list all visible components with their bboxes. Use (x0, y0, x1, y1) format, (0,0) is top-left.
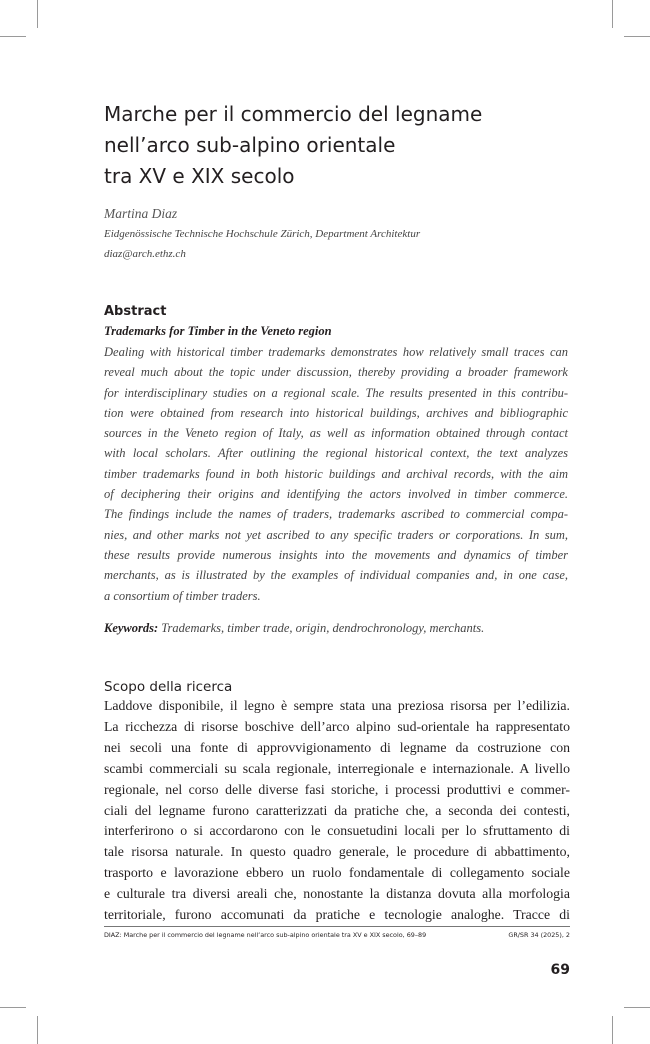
crop-mark-bottom-right-h (624, 1007, 650, 1008)
keywords-text: Trademarks, timber trade, origin, dendrochronology, merchants. (161, 621, 485, 635)
article-title (104, 99, 574, 192)
footer-divider (104, 926, 570, 927)
crop-mark-top-right-h (624, 36, 650, 37)
crop-mark-bottom-left-h (0, 1007, 26, 1008)
abstract-line: these results provide numerous insights into the movements and dynamics of timber (104, 547, 568, 562)
abstract-line: for interdisciplinary studies on a regional scale. The results presented in this contribu- (104, 385, 568, 400)
keywords-label: Keywords: (104, 621, 159, 635)
page-number: 69 (550, 962, 570, 978)
crop-mark-top-left (37, 0, 38, 28)
body-line: ciali del legname furono caratterizzati da pratiche che, a seconda dei contesti, (104, 802, 570, 818)
abstract-line: of deciphering their origins and identifying the actors involved in timber commerce. (104, 487, 568, 502)
author-name: Martina Diaz (104, 206, 178, 221)
title-line: Marche per il commercio del legname (104, 102, 483, 127)
abstract-line: reveal much about the topic under discussion, thereby providing a broader framework (104, 365, 568, 380)
abstract-line: timber trademarks found in both historic buildings and archival records, with the aim (104, 466, 568, 481)
body-line: Laddove disponibile, il legno è sempre stata una preziosa risorsa per l’edilizia. (104, 698, 570, 713)
body-line: regionale, nel corso delle diverse fasi storiche, i processi produttivi e commer- (104, 781, 570, 797)
footer-journal: GR/SR 34 (2025), 2 (508, 931, 570, 939)
body-line: interferirono o si accordarono con le consuetudini locali per lo sfruttamento di (104, 823, 570, 839)
crop-mark-bottom-left (37, 1016, 38, 1044)
abstract-line: a consortium of timber traders. (104, 588, 261, 603)
body-line: nei secoli una fonte di approvvigionamento di legname da costruzione con (104, 739, 570, 755)
abstract-heading: Abstract (104, 304, 167, 319)
abstract-line: sources in the Veneto region of Italy, as well as information obtained through contact (104, 426, 568, 441)
footer-citation: DIAZ: Marche per il commercio del legname nell’arco sub-alpino orientale tra XV e XIX secolo, 69–89 (104, 931, 427, 939)
author-affiliation: Eidgenössische Technische Hochschule Zürich, Department Architektur (104, 228, 421, 240)
abstract-line: with local scholars. After outlining the regional historical context, the text analyzes (104, 446, 568, 461)
section-body (104, 696, 570, 926)
abstract-line: merchants, as is illustrated by the examples of individual companies and, in one case, (104, 568, 568, 583)
body-line: territoriale, furono accomunati da pratiche e tecnologie analoghe. Tracce di (104, 907, 570, 923)
body-line: trasporto e lavorazione ebbero un ruolo fondamentale di collegamento sociale (104, 865, 570, 881)
crop-mark-top-right (612, 0, 613, 28)
title-line: tra XV e XIX secolo (104, 164, 295, 189)
section-heading: Scopo della ricerca (104, 679, 233, 695)
body-line: La ricchezza di risorse boschive dell’arco alpino sud-orientale ha rappresentato (104, 718, 570, 734)
abstract-line: Dealing with historical timber trademarks demonstrates how relatively small traces can (104, 345, 568, 359)
body-line: scambi commerciali su scala regionale, interregionale e internazionale. A livello (104, 760, 570, 776)
crop-mark-top-left-h (0, 36, 26, 37)
abstract-body (104, 342, 568, 606)
keywords (104, 621, 484, 636)
body-line: tale risorsa naturale. In questo quadro generale, le procedure di abbattimento, (104, 844, 570, 860)
author-email: diaz@arch.ethz.ch (104, 248, 186, 260)
title-line: nell’arco sub-alpino orientale (104, 133, 396, 158)
abstract-line: nies, and other marks not yet ascribed to any specific traders or corporations. In sum, (104, 527, 568, 542)
abstract-line: tion were obtained from research into historical buildings, archives and bibliographic (104, 405, 568, 420)
abstract-title: Trademarks for Timber in the Veneto region (104, 324, 332, 338)
body-line: e culturale tra diversi areali che, nonostante la distanza dovuta alla morfologia (104, 886, 570, 902)
crop-mark-bottom-right (612, 1016, 613, 1044)
abstract-line: The findings include the names of traders, trademarks ascribed to commercial compa- (104, 507, 568, 522)
